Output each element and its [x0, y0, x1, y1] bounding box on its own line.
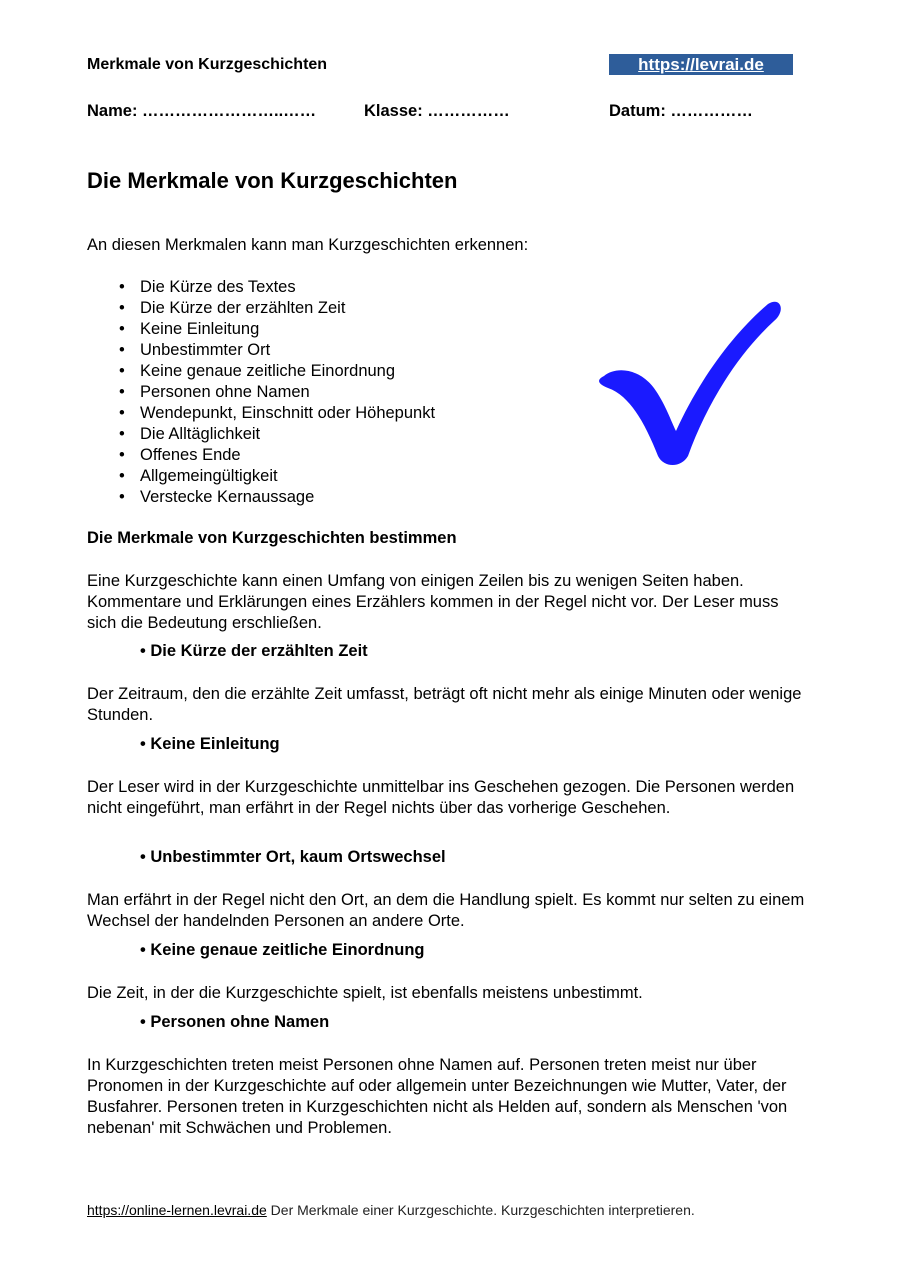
feature-list: [119, 277, 435, 508]
list-item: • Die Kürze der erzählten Zeit: [119, 298, 435, 319]
subsection-text: Die Zeit, in der die Kurzgeschichte spielt, ist ebenfalls meistens unbestimmt.: [87, 984, 643, 1002]
list-item: • Keine Einleitung: [119, 319, 435, 340]
subsection-title: • Personen ohne Namen: [140, 1013, 330, 1031]
list-item: • Offenes Ende: [119, 445, 435, 466]
list-item: • Unbestimmter Ort: [119, 340, 435, 361]
klasse-field: Klasse: ……………: [364, 102, 510, 120]
section-intro: Eine Kurzgeschichte kann einen Umfang von einigen Zeilen bis zu wenigen Seiten haben. Kommentare und Erklärungen eines Erzählers kommen in der Regel nicht vor. Der Leser muss sich die Bedeutung erschließen.: [87, 572, 779, 632]
list-item: • Wendepunkt, Einschnitt oder Höhepunkt: [119, 403, 435, 424]
site-link[interactable]: https://levrai.de: [609, 54, 793, 75]
subsection-text: In Kurzgeschichten treten meist Personen ohne Namen auf. Personen treten meist nur über Pronomen in der Kurzgeschichte auf oder allgemein unter Bezeichnungen wie Mutter, Vater, der Busfahrer. Personen treten in Kurzgeschichten nicht als Helden auf, sondern als Menschen 'von nebenan' mit Schwächen und Problemen.: [87, 1056, 788, 1137]
subsection-title: • Unbestimmter Ort, kaum Ortswechsel: [140, 848, 446, 866]
name-field: Name: ……………………..……: [87, 102, 317, 120]
section-heading: Die Merkmale von Kurzgeschichten bestimmen: [87, 529, 457, 547]
list-item: • Keine genaue zeitliche Einordnung: [119, 361, 435, 382]
intro-text: An diesen Merkmalen kann man Kurzgeschichten erkennen:: [87, 236, 529, 254]
list-item: • Allgemeingültigkeit: [119, 466, 435, 487]
footer-link[interactable]: https://online-lernen.levrai.de: [87, 1202, 267, 1218]
datum-field: Datum: ……………: [609, 102, 753, 120]
subsection-title: • Die Kürze der erzählten Zeit: [140, 642, 368, 660]
list-item: • Die Kürze des Textes: [119, 277, 435, 298]
subsection-text: Der Leser wird in der Kurzgeschichte unmittelbar ins Geschehen gezogen. Die Personen werden nicht eingeführt, man erfährt in der Regel nichts über das vorherige Geschehen.: [87, 778, 795, 817]
subsection-title: • Keine genaue zeitliche Einordnung: [140, 941, 425, 959]
list-item: • Verstecke Kernaussage: [119, 487, 435, 508]
list-item: • Personen ohne Namen: [119, 382, 435, 403]
footer-text: Der Merkmale einer Kurzgeschichte. Kurzgeschichten interpretieren.: [266, 1202, 695, 1218]
subsection-title: • Keine Einleitung: [140, 735, 280, 753]
page-title: Die Merkmale von Kurzgeschichten: [87, 168, 458, 193]
worksheet-title: Merkmale von Kurzgeschichten: [87, 56, 328, 73]
footer: [87, 1202, 695, 1218]
checkmark-icon: [596, 296, 786, 471]
subsection-text: Der Zeitraum, den die erzählte Zeit umfasst, beträgt oft nicht mehr als einige Minuten oder wenige Stunden.: [87, 685, 802, 724]
list-item: • Die Alltäglichkeit: [119, 424, 435, 445]
subsection-text: Man erfährt in der Regel nicht den Ort, an dem die Handlung spielt. Es kommt nur selten zu einem Wechsel der handelnden Personen an andere Orte.: [87, 891, 805, 930]
